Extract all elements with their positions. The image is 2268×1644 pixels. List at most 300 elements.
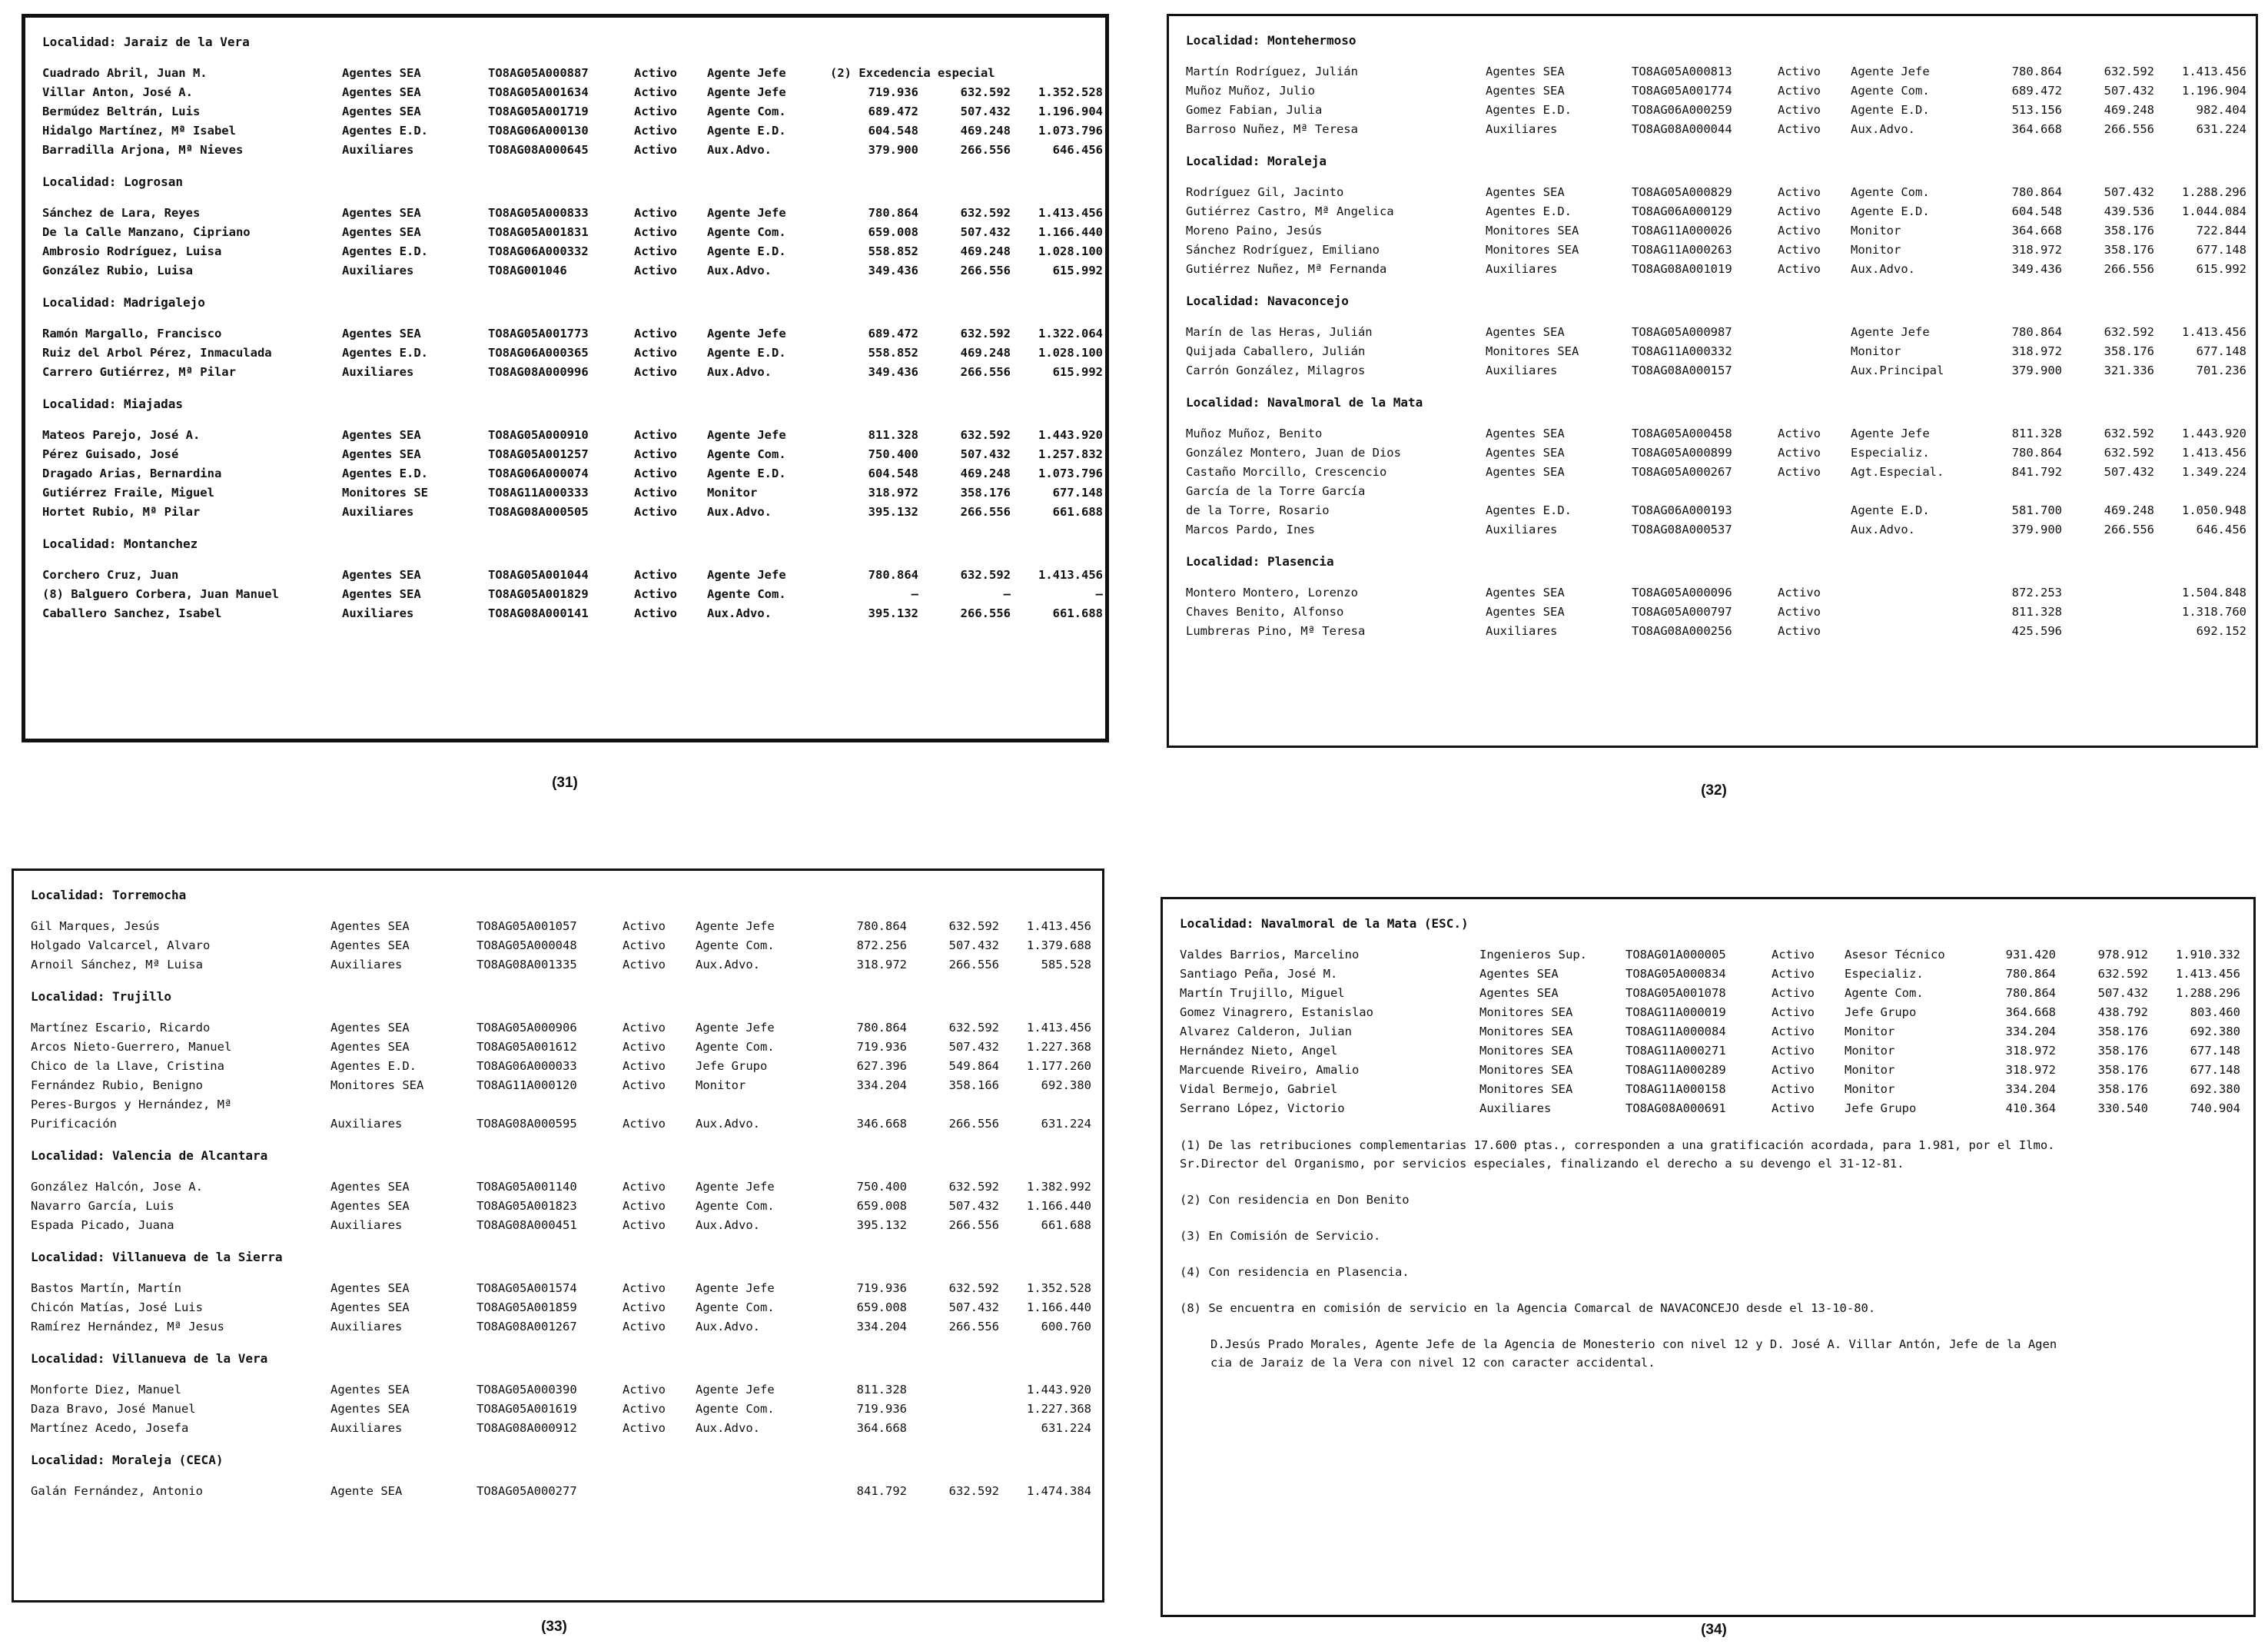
status: Activo xyxy=(1778,204,1821,218)
registry-number: TO8AG05A000048 xyxy=(477,938,577,952)
total: 1.196.904 xyxy=(2182,84,2246,98)
post: Especializ. xyxy=(1851,446,1930,460)
total: 1.227.368 xyxy=(1027,1402,1091,1416)
employee-name: González Montero, Juan de Dios xyxy=(1186,446,1401,460)
employee-name: (8) Balguero Corbera, Juan Manuel xyxy=(42,587,279,601)
employee-category: Auxiliares xyxy=(1479,1101,1552,1115)
employee-name: Hidalgo Martínez, Mª Isabel xyxy=(42,124,236,138)
status: Activo xyxy=(623,1281,666,1295)
base-salary: 780.864 xyxy=(868,206,918,220)
base-salary: 364.668 xyxy=(2011,122,2062,136)
employee-category: Agentes SEA xyxy=(1486,427,1565,440)
total: 803.460 xyxy=(2190,1005,2240,1019)
employee-row xyxy=(42,606,1103,626)
employee-name: Valdes Barrios, Marcelino xyxy=(1180,948,1360,961)
complement: 321.336 xyxy=(2104,364,2154,377)
base-salary: 659.008 xyxy=(856,1199,907,1213)
registry-number: TO8AG001046 xyxy=(488,264,567,277)
employee-row xyxy=(1186,624,2246,643)
complement: 358.176 xyxy=(2104,243,2154,257)
status: Activo xyxy=(623,1117,666,1131)
employee-row xyxy=(31,958,1091,977)
status: Activo xyxy=(623,1421,666,1435)
total: 740.904 xyxy=(2190,1101,2240,1115)
total: 1.257.832 xyxy=(1038,447,1103,461)
post: Aux.Advo. xyxy=(696,958,760,971)
registry-number: TO8AG05A001774 xyxy=(1632,84,1732,98)
base-salary: 811.328 xyxy=(868,428,918,442)
base-salary: 604.548 xyxy=(2011,204,2062,218)
complement: 358.176 xyxy=(2104,224,2154,237)
post: Agente Com. xyxy=(707,447,786,461)
employee-name: Marcuende Riveiro, Amalio xyxy=(1180,1063,1360,1077)
post: Agente Com. xyxy=(707,225,786,239)
employee-category: Agentes SEA xyxy=(1486,84,1565,98)
total: 661.688 xyxy=(1052,606,1103,620)
registry-number: TO8AG08A000996 xyxy=(488,365,589,379)
complement: 507.432 xyxy=(948,1300,999,1314)
base-salary: 318.972 xyxy=(856,958,907,971)
status: Activo xyxy=(623,1402,666,1416)
post: Agente Com. xyxy=(696,1300,775,1314)
base-salary: 780.864 xyxy=(2011,325,2062,339)
registry-number: TO8AG08A000595 xyxy=(477,1117,577,1131)
locality-section xyxy=(1186,294,2246,383)
employee-category: Agentes SEA xyxy=(1479,986,1559,1000)
base-salary: 318.972 xyxy=(2005,1063,2056,1077)
base-salary: 318.972 xyxy=(2011,243,2062,257)
registry-number: TO8AG05A001078 xyxy=(1625,986,1726,1000)
employee-row xyxy=(42,505,1103,524)
registry-number: TO8AG05A001044 xyxy=(488,568,589,582)
base-salary: 750.400 xyxy=(868,447,918,461)
post: Agente Jefe xyxy=(707,85,786,99)
locality-section xyxy=(42,35,1103,162)
registry-number: TO8AG05A000813 xyxy=(1632,65,1732,78)
employee-name: Villar Anton, José A. xyxy=(42,85,193,99)
employee-category: Agentes E.D. xyxy=(342,244,428,258)
locality-heading: Localidad: Torremocha xyxy=(31,888,187,902)
total: 692.152 xyxy=(2196,624,2246,638)
registry-number: TO8AG05A001831 xyxy=(488,225,589,239)
employee-name: Carrero Gutiérrez, Mª Pilar xyxy=(42,365,236,379)
complement: 632.592 xyxy=(960,85,1011,99)
post: Agente Com. xyxy=(707,587,786,601)
employee-category: Agentes SEA xyxy=(330,1281,410,1295)
employee-category: Agentes SEA xyxy=(330,1040,410,1054)
footnote: (4) Con residencia en Plasencia. xyxy=(1180,1265,1410,1279)
employee-category: Auxiliares xyxy=(342,264,414,277)
employee-row xyxy=(1186,605,2246,624)
employee-category: Agentes E.D. xyxy=(1486,204,1572,218)
status: Activo xyxy=(623,1383,666,1397)
complement: 632.592 xyxy=(2104,325,2154,339)
registry-number: TO8AG05A001619 xyxy=(477,1402,577,1416)
employee-row xyxy=(31,1098,1085,1117)
employee-name: Ramón Margallo, Francisco xyxy=(42,327,222,340)
post: Agente E.D. xyxy=(1851,204,1930,218)
total: 1.318.760 xyxy=(2182,605,2246,619)
employee-category: Auxiliares xyxy=(330,1320,403,1333)
base-salary: 780.864 xyxy=(2005,986,2056,1000)
employee-name: Mateos Parejo, José A. xyxy=(42,428,201,442)
employee-row xyxy=(31,1383,1091,1402)
locality-heading: Localidad: Miajadas xyxy=(42,397,184,411)
total: 1.910.332 xyxy=(2176,948,2240,961)
employee-name: Hernández Nieto, Angel xyxy=(1180,1044,1338,1058)
employee-row xyxy=(42,143,1103,162)
employee-category: Auxiliares xyxy=(330,1218,403,1232)
employee-row xyxy=(31,1078,1091,1098)
employee-row xyxy=(1186,523,2246,542)
registry-number: TO8AG06A000074 xyxy=(488,467,589,480)
registry-number: TO8AG08A000141 xyxy=(488,606,589,620)
employee-row xyxy=(42,327,1103,346)
complement: 358.176 xyxy=(2097,1044,2148,1058)
base-salary: 719.936 xyxy=(856,1281,907,1295)
registry-number: TO8AG05A000096 xyxy=(1632,586,1732,599)
complement: 330.540 xyxy=(2097,1101,2148,1115)
locality-section xyxy=(31,1148,1091,1237)
registry-number: TO8AG08A000256 xyxy=(1632,624,1732,638)
registry-number: TO8AG11A000332 xyxy=(1632,344,1732,358)
employee-row xyxy=(31,1402,1091,1421)
employee-category: Agentes SEA xyxy=(342,428,421,442)
locality-section xyxy=(1186,554,2246,643)
base-salary: 334.204 xyxy=(2005,1025,2056,1038)
total: 1.443.920 xyxy=(1038,428,1103,442)
total: 692.380 xyxy=(2190,1082,2240,1096)
base-salary: 604.548 xyxy=(868,467,918,480)
employee-name: Monforte Diez, Manuel xyxy=(31,1383,181,1397)
employee-category: Monitores SEA xyxy=(1486,243,1579,257)
base-salary: 659.008 xyxy=(856,1300,907,1314)
base-salary: 334.204 xyxy=(856,1320,907,1333)
employee-name: Chaves Benito, Alfonso xyxy=(1186,605,1344,619)
employee-name: De la Calle Manzano, Cipriano xyxy=(42,225,251,239)
locality-section xyxy=(31,1351,1091,1440)
base-salary: – xyxy=(911,587,918,601)
employee-row xyxy=(31,1484,1091,1503)
employee-row xyxy=(1186,503,2246,523)
complement: 632.592 xyxy=(960,428,1011,442)
locality-heading: Localidad: Moraleja xyxy=(1186,154,1327,168)
employee-row xyxy=(31,1300,1091,1320)
registry-number: TO8AG08A001019 xyxy=(1632,262,1732,276)
base-salary: 349.436 xyxy=(2011,262,2062,276)
registry-number: TO8AG05A000458 xyxy=(1632,427,1732,440)
post: Monitor xyxy=(1845,1044,1895,1058)
employee-name: Muñoz Muñoz, Julio xyxy=(1186,84,1315,98)
status: Activo xyxy=(623,1180,666,1194)
employee-name: Dragado Arias, Bernardina xyxy=(42,467,222,480)
employee-row xyxy=(1180,1044,2240,1063)
employee-category: Agentes SEA xyxy=(1486,605,1565,619)
status: Activo xyxy=(623,1320,666,1333)
complement: 632.592 xyxy=(2097,967,2148,981)
employee-name: Peres-Burgos y Hernández, Mª xyxy=(31,1098,232,1111)
base-salary: 872.256 xyxy=(856,938,907,952)
employee-name: Sánchez Rodríguez, Emiliano xyxy=(1186,243,1380,257)
complement: 507.432 xyxy=(948,938,999,952)
employee-category: Agentes E.D. xyxy=(1486,103,1572,117)
employee-row xyxy=(1186,586,2246,605)
employee-row xyxy=(42,206,1103,225)
total: 1.379.688 xyxy=(1027,938,1091,952)
total: 1.177.260 xyxy=(1027,1059,1091,1073)
complement: 358.176 xyxy=(2097,1082,2148,1096)
complement: 507.432 xyxy=(960,105,1011,118)
registry-number: TO8AG11A000026 xyxy=(1632,224,1732,237)
registry-number: TO8AG05A000267 xyxy=(1632,465,1732,479)
employee-row xyxy=(31,919,1091,938)
complement: 439.536 xyxy=(2104,204,2154,218)
complement: 632.592 xyxy=(960,568,1011,582)
employee-row xyxy=(1186,427,2246,446)
status: Activo xyxy=(1778,605,1821,619)
panel-31 xyxy=(22,14,1109,742)
registry-number: TO8AG06A000033 xyxy=(477,1059,577,1073)
registry-number: TO8AG05A000829 xyxy=(1632,185,1732,199)
employee-name: Carrón González, Milagros xyxy=(1186,364,1366,377)
locality-heading: Localidad: Plasencia xyxy=(1186,554,1334,569)
employee-category: Agentes SEA xyxy=(330,1402,410,1416)
employee-category: Auxiliares xyxy=(1486,624,1558,638)
post: Agente E.D. xyxy=(707,467,786,480)
registry-number: TO8AG05A001823 xyxy=(477,1199,577,1213)
employee-name: Alvarez Calderon, Julian xyxy=(1180,1025,1352,1038)
post: Aux.Advo. xyxy=(1851,262,1915,276)
total: 1.288.296 xyxy=(2176,986,2240,1000)
locality-section xyxy=(1186,33,2246,141)
employee-category: Auxiliares xyxy=(1486,364,1558,377)
employee-name: Purificación xyxy=(31,1117,117,1131)
employee-row xyxy=(42,447,1103,467)
base-salary: 872.253 xyxy=(2011,586,2062,599)
base-salary: 349.436 xyxy=(868,264,918,277)
base-salary: 364.668 xyxy=(2005,1005,2056,1019)
complement: 469.248 xyxy=(2104,103,2154,117)
post: Agente Jefe xyxy=(696,1281,775,1295)
base-salary: 689.472 xyxy=(868,327,918,340)
base-salary: 689.472 xyxy=(2011,84,2062,98)
employee-row xyxy=(31,1040,1091,1059)
base-salary: 364.668 xyxy=(856,1421,907,1435)
total: 677.148 xyxy=(2190,1063,2240,1077)
post: Agente E.D. xyxy=(1851,503,1930,517)
base-salary: 780.864 xyxy=(856,1021,907,1035)
base-salary: 931.420 xyxy=(2005,948,2056,961)
employee-category: Agentes SEA xyxy=(1486,586,1565,599)
total: 631.224 xyxy=(1041,1117,1091,1131)
employee-row xyxy=(1186,344,2246,364)
post: Monitor xyxy=(1851,344,1901,358)
status: Activo xyxy=(623,1300,666,1314)
employee-name: Serrano López, Victorio xyxy=(1180,1101,1345,1115)
locality-section xyxy=(42,397,1103,524)
registry-number: TO8AG05A001719 xyxy=(488,105,589,118)
locality-heading: Localidad: Montehermoso xyxy=(1186,33,1356,48)
base-salary: 719.936 xyxy=(856,1040,907,1054)
post: Aux.Advo. xyxy=(696,1421,760,1435)
employee-row xyxy=(1186,446,2246,465)
status: Activo xyxy=(634,327,677,340)
base-salary: 425.596 xyxy=(2011,624,2062,638)
employee-category: Agentes SEA xyxy=(1479,967,1559,981)
post: Agente E.D. xyxy=(707,124,786,138)
locality-section xyxy=(31,888,1091,977)
employee-category: Agentes SEA xyxy=(342,206,421,220)
footnote: (2) Con residencia en Don Benito xyxy=(1180,1193,1410,1207)
base-salary: 719.936 xyxy=(868,85,918,99)
employee-row xyxy=(31,1421,1091,1440)
locality-section xyxy=(1186,395,2246,542)
base-salary: 334.204 xyxy=(856,1078,907,1092)
post: Agente Jefe xyxy=(707,327,786,340)
base-salary: 558.852 xyxy=(868,244,918,258)
registry-number: TO8AG05A001773 xyxy=(488,327,589,340)
total: 615.992 xyxy=(2196,262,2246,276)
status: Activo xyxy=(1778,122,1821,136)
employee-name: Gutiérrez Castro, Mª Angelica xyxy=(1186,204,1394,218)
employee-name: Muñoz Muñoz, Benito xyxy=(1186,427,1323,440)
employee-name: Galán Fernández, Antonio xyxy=(31,1484,203,1498)
panel-number-34: (34) xyxy=(1701,1622,1727,1638)
post: Agente Com. xyxy=(1851,185,1930,199)
complement: 632.592 xyxy=(960,206,1011,220)
post: Asesor Técnico xyxy=(1845,948,1945,961)
employee-category: Monitores SEA xyxy=(1486,224,1579,237)
complement: 632.592 xyxy=(960,327,1011,340)
complement: 469.248 xyxy=(960,124,1011,138)
registry-number: TO8AG05A001829 xyxy=(488,587,589,601)
complement: 469.248 xyxy=(2104,503,2154,517)
employee-row xyxy=(31,1021,1091,1040)
employee-category: Agentes E.D. xyxy=(342,124,428,138)
post: Agente Jefe xyxy=(707,568,786,582)
complement: 507.432 xyxy=(960,447,1011,461)
complement: 266.556 xyxy=(960,365,1011,379)
status: Activo xyxy=(634,467,677,480)
status: Activo xyxy=(1772,948,1815,961)
base-salary: 395.132 xyxy=(856,1218,907,1232)
employee-name: Castaño Morcillo, Crescencio xyxy=(1186,465,1387,479)
total: 692.380 xyxy=(1041,1078,1091,1092)
total: 1.413.456 xyxy=(1038,568,1103,582)
base-salary: 349.436 xyxy=(868,365,918,379)
employee-category: Agentes SEA xyxy=(1486,325,1565,339)
total: 1.028.100 xyxy=(1038,346,1103,360)
employee-category: Agentes E.D. xyxy=(342,467,428,480)
employee-category: Agentes SEA xyxy=(330,1180,410,1194)
total: 1.028.100 xyxy=(1038,244,1103,258)
employee-row xyxy=(42,428,1103,447)
status: Activo xyxy=(634,124,677,138)
registry-number: TO8AG08A001335 xyxy=(477,958,577,971)
post: Agente Com. xyxy=(696,938,775,952)
employee-name: Holgado Valcarcel, Alvaro xyxy=(31,938,211,952)
base-salary: 780.864 xyxy=(2011,185,2062,199)
status: Activo xyxy=(634,244,677,258)
status: Activo xyxy=(1772,967,1815,981)
complement: 507.432 xyxy=(2097,986,2148,1000)
employee-name: Caballero Sanchez, Isabel xyxy=(42,606,222,620)
status: Activo xyxy=(623,958,666,971)
registry-number: TO8AG08A000451 xyxy=(477,1218,577,1232)
complement: 549.864 xyxy=(948,1059,999,1073)
total: 1.166.440 xyxy=(1027,1300,1091,1314)
post: Agt.Especial. xyxy=(1851,465,1944,479)
registry-number: TO8AG06A000332 xyxy=(488,244,589,258)
registry-number: TO8AG05A000910 xyxy=(488,428,589,442)
complement: 358.166 xyxy=(948,1078,999,1092)
employee-category: Ingenieros Sup. xyxy=(1479,948,1587,961)
complement: 266.556 xyxy=(2104,523,2154,536)
status: Activo xyxy=(1778,262,1821,276)
post: Agente Jefe xyxy=(696,919,775,933)
registry-number: TO8AG06A000365 xyxy=(488,346,589,360)
employee-row xyxy=(1180,1025,2240,1044)
post: Agente E.D. xyxy=(707,244,786,258)
employee-category: Auxiliares xyxy=(330,958,403,971)
employee-row xyxy=(1186,224,2246,243)
employee-category: Monitores SEA xyxy=(1486,344,1579,358)
employee-row xyxy=(42,105,1103,124)
registry-number: TO8AG08A000645 xyxy=(488,143,589,157)
status: Activo xyxy=(1778,624,1821,638)
registry-number: TO8AG11A000263 xyxy=(1632,243,1732,257)
registry-number: TO8AG11A000019 xyxy=(1625,1005,1726,1019)
employee-row xyxy=(42,365,1103,384)
base-salary: 395.132 xyxy=(868,606,918,620)
status: Activo xyxy=(1778,446,1821,460)
registry-number: TO8AG05A000987 xyxy=(1632,325,1732,339)
total: 1.413.456 xyxy=(2182,446,2246,460)
employee-row xyxy=(1186,65,2246,84)
employee-row xyxy=(31,1218,1091,1237)
status: Activo xyxy=(634,143,677,157)
post: Agente Com. xyxy=(696,1040,775,1054)
employee-row xyxy=(1186,122,2246,141)
base-salary: 364.668 xyxy=(2011,224,2062,237)
employee-category: Monitores SE xyxy=(342,486,428,500)
complement: 507.432 xyxy=(2104,84,2154,98)
base-salary: 659.008 xyxy=(868,225,918,239)
employee-name: Hortet Rubio, Mª Pilar xyxy=(42,505,201,519)
locality-heading: Localidad: Logrosan xyxy=(42,174,184,189)
total: 1.166.440 xyxy=(1027,1199,1091,1213)
post: Agente Jefe xyxy=(707,428,786,442)
employee-name: Marcos Pardo, Ines xyxy=(1186,523,1315,536)
post: Agente Jefe xyxy=(1851,65,1930,78)
status: Activo xyxy=(1778,243,1821,257)
employee-name: Montero Montero, Lorenzo xyxy=(1186,586,1358,599)
post: Aux.Advo. xyxy=(707,505,772,519)
employee-category: Auxiliares xyxy=(330,1421,403,1435)
complement: 632.592 xyxy=(948,1021,999,1035)
total: 1.443.920 xyxy=(1027,1383,1091,1397)
employee-category: Agentes E.D. xyxy=(330,1059,417,1073)
employee-name: Daza Bravo, José Manuel xyxy=(31,1402,196,1416)
post: Aux.Advo. xyxy=(696,1218,760,1232)
employee-name: Ramírez Hernández, Mª Jesus xyxy=(31,1320,224,1333)
total: 1.413.456 xyxy=(1027,1021,1091,1035)
base-salary: 841.792 xyxy=(856,1484,907,1498)
employee-category: Monitores SEA xyxy=(1479,1082,1573,1096)
complement: 358.176 xyxy=(2097,1025,2148,1038)
employee-name: González Halcón, Jose A. xyxy=(31,1180,203,1194)
employee-row xyxy=(31,1281,1091,1300)
